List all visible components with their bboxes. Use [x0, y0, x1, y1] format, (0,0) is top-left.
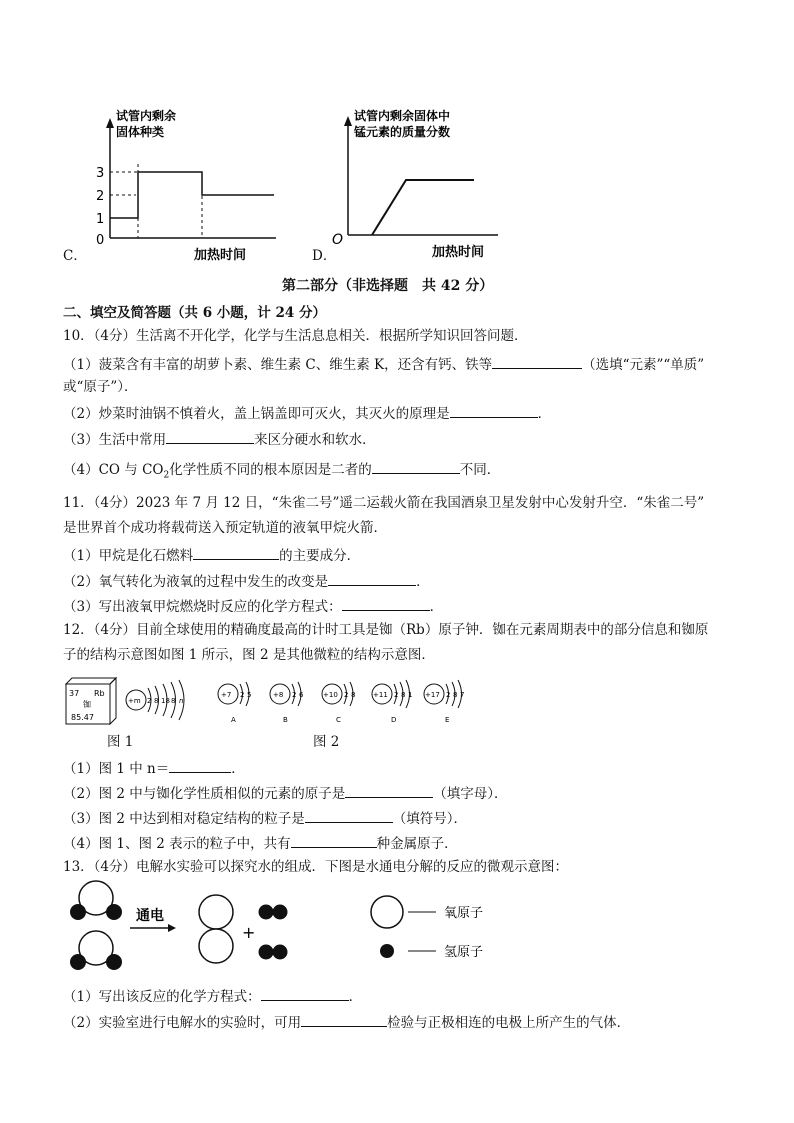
q12-part4	[63, 833, 458, 853]
q12-answer-4[interactable]	[291, 833, 377, 848]
q11-part3-end: ．	[429, 599, 444, 615]
particle-d	[372, 680, 412, 724]
q12-fig1-caption: 图 1	[107, 734, 134, 750]
q10-answer-2[interactable]	[450, 403, 538, 418]
q13-part1-end: ．	[348, 989, 363, 1005]
hydrogen-molecule-2	[259, 945, 288, 960]
q13-part1-text: （1）写出该反应的化学方程式：	[63, 989, 261, 1005]
particle-a	[218, 682, 251, 724]
q10-part1	[63, 354, 704, 374]
graph-c-tick-3: 3	[96, 166, 105, 181]
particle-a-nucleus: +7	[221, 691, 232, 699]
element-number: 37	[69, 689, 80, 698]
q12-stem-2: 子的结构示意图如图 1 所示，图 2 是其他微粒的结构示意图．	[63, 647, 435, 663]
particle-d-shell-1: 2	[394, 691, 399, 699]
q12-part3-text: （3）图 2 中达到相对稳定结构的粒子是	[63, 811, 305, 827]
q12-answer-1[interactable]	[169, 758, 231, 773]
oxygen-molecule	[199, 895, 233, 963]
particle-b-label: B	[283, 716, 288, 724]
q10-stem: 10．（4分）生活离不开化学，化学与生活息息相关．根据所学知识回答问题．	[63, 328, 528, 344]
q13-part2-text: （2）实验室进行电解水的实验时，可用	[63, 1015, 302, 1031]
particle-b-nucleus: +8	[273, 691, 284, 699]
q13-part1	[63, 986, 362, 1006]
graph-c-y-arrow	[106, 118, 114, 128]
q10-answer-3[interactable]	[166, 429, 254, 444]
particle-a-shell-1: 2	[240, 691, 245, 699]
q13-answer-2[interactable]	[301, 1012, 387, 1027]
water-molecule-1	[70, 881, 122, 920]
legend-hydrogen-label: 氢原子	[444, 945, 484, 960]
q12-part2-end: （填字母）．	[433, 786, 508, 802]
option-c-label: C．	[63, 248, 87, 264]
rb-nucleus: +m	[128, 697, 141, 705]
q10-part2	[63, 403, 551, 423]
rb-shell-2: 8	[154, 697, 159, 705]
q13-part2	[63, 1012, 630, 1032]
element-symbol: Rb	[94, 689, 105, 698]
q10-part4-text2: 化学性质不同的根本原因是二者的	[169, 462, 372, 478]
rb-shell-1: 2	[147, 697, 152, 705]
plus-sign: +	[242, 923, 256, 942]
particle-e	[424, 680, 464, 724]
q12-part1	[63, 758, 245, 778]
particle-e-nucleus: +17	[425, 691, 440, 699]
q11-part2-end: ．	[416, 574, 430, 590]
q12-part3	[63, 808, 467, 828]
graph-d-ylabel-2: 锰元素的质量分数	[354, 125, 451, 139]
legend-hydrogen	[380, 944, 483, 960]
particle-c-label: C	[336, 716, 341, 724]
particle-d-nucleus: +11	[373, 691, 388, 699]
element-tile	[66, 678, 116, 724]
q10-part4-sub: 2	[163, 470, 170, 481]
q11-answer-3[interactable]	[342, 596, 430, 611]
graph-c-ylabel-1: 试管内剩余	[116, 109, 177, 123]
legend-oxygen-label: 氧原子	[444, 906, 484, 921]
graph-d-origin: O	[332, 232, 344, 248]
graph-d-ylabel-1: 试管内剩余固体中	[354, 109, 451, 123]
particle-e-label: E	[445, 716, 450, 724]
particle-d-label: D	[391, 716, 397, 724]
q10-part4	[63, 459, 500, 485]
rb-shell-3: 18	[161, 697, 170, 705]
graph-d-y-arrow	[344, 116, 352, 126]
particle-c-shell-1: 2	[344, 691, 349, 699]
graph-c	[86, 104, 286, 264]
q11-part3	[63, 596, 443, 616]
q11-part3-text: （3）写出液氧甲烷燃烧时反应的化学方程式：	[63, 599, 342, 615]
q10-part3-end: 来区分硬水和软水．	[254, 432, 376, 448]
graph-c-ylabel-2: 固体种类	[116, 125, 165, 139]
q10-part1-text: （1）菠菜含有丰富的胡萝卜素、维生素 C、维生素 K，还含有钙、铁等	[63, 357, 493, 373]
q10-part2-text: （2）炒菜时油锅不慎着火，盖上锅盖即可灭火，其灭火的原理是	[63, 406, 450, 422]
particle-e-shell-2: 8	[453, 691, 458, 699]
q13-electrolysis-diagram	[62, 878, 522, 978]
rb-shell-4: 8	[171, 697, 176, 705]
q10-part3	[63, 429, 376, 449]
particle-b	[270, 682, 304, 724]
q11-part1-text: （1）甲烷是化石燃料	[63, 548, 194, 564]
q12-part2-text: （2）图 2 中与铷化学性质相似的元素的原子是	[63, 786, 346, 802]
reaction-arrowhead	[168, 924, 176, 932]
q11-part2-text: （2）氧气转化为液氧的过程中发生的改变是	[63, 574, 329, 590]
graph-c-tick-2: 2	[96, 189, 105, 204]
section-title: 二、填空及简答题（共 6 小题，计 24 分）	[63, 305, 326, 321]
q11-stem-1: 11．（4分）2023 年 7 月 12 日，“朱雀二号”遥二运载火箭在我国酒泉卫星发射中心发射升空．“朱雀二号”	[63, 495, 705, 511]
particle-e-shell-3: 7	[460, 691, 465, 699]
particle-c-nucleus: +10	[323, 691, 338, 699]
particle-c	[322, 682, 355, 724]
graph-c-xlabel: 加热时间	[194, 248, 247, 263]
q12-part4-end: 种金属原子．	[376, 836, 458, 852]
q12-part1-end: ．	[231, 761, 245, 777]
graph-c-tick-0: 0	[96, 233, 105, 248]
q10-part4-text: （4）CO 与 CO	[63, 462, 164, 478]
q11-part2	[63, 571, 430, 591]
q11-part1	[63, 545, 360, 565]
part2-title: 第二部分（非选择题 共 42 分）	[282, 278, 494, 294]
q13-stem: 13．（4分）电解水实验可以探究水的组成．下图是水通电分解的反应的微观示意图：	[63, 859, 569, 875]
rb-atom-structure	[126, 680, 184, 720]
q10-part1-hint: （选填“元素”“单质”	[582, 357, 705, 373]
q12-answer-2[interactable]	[345, 783, 433, 798]
graph-c-tick-1: 1	[96, 212, 105, 227]
particle-b-shell-2: 6	[299, 691, 304, 699]
q10-part2-end: ．	[537, 406, 552, 422]
q12-part1-text: （1）图 1 中 n＝	[63, 761, 170, 777]
q13-part2-end: 检验与正极相连的电极上所产生的气体．	[387, 1015, 631, 1031]
option-d-label: D．	[312, 248, 337, 264]
q11-part1-end: 的主要成分．	[279, 548, 361, 564]
q12-figure-2	[212, 676, 482, 728]
q11-stem-2: 是世界首个成功将载荷送入预定轨道的液氧甲烷火箭．	[63, 520, 387, 536]
particle-d-shell-3: 1	[408, 691, 413, 699]
graph-d	[328, 104, 508, 264]
q13-answer-1[interactable]	[261, 986, 349, 1001]
q11-answer-2[interactable]	[328, 571, 416, 586]
arrow-label: 通电	[136, 908, 164, 924]
q12-answer-3[interactable]	[305, 808, 393, 823]
q12-part3-end: （填符号）．	[392, 811, 468, 827]
q12-figure-1	[62, 676, 202, 732]
q12-part4-text: （4）图 1、图 2 表示的粒子中，共有	[63, 836, 291, 852]
q10-part3-text: （3）生活中常用	[63, 432, 167, 448]
q10-part1-cont: 或“原子”）．	[63, 379, 138, 395]
particle-e-shell-1: 2	[446, 691, 451, 699]
particle-a-shell-2: 5	[247, 691, 252, 699]
graph-d-xlabel: 加热时间	[432, 245, 485, 260]
graph-d-curve	[372, 180, 474, 235]
element-name: 铷	[83, 700, 91, 709]
q12-fig2-caption: 图 2	[313, 734, 340, 750]
q10-part4-end: 不同．	[459, 462, 501, 478]
hydrogen-molecule-1	[259, 905, 288, 920]
legend-oxygen	[371, 896, 483, 928]
particle-d-shell-2: 8	[401, 691, 406, 699]
particle-b-shell-1: 2	[292, 691, 297, 699]
particle-a-label: A	[231, 716, 236, 724]
particle-c-shell-2: 8	[351, 691, 356, 699]
q11-answer-1[interactable]	[193, 545, 279, 560]
rb-shell-5: n	[179, 697, 184, 705]
q12-part2	[63, 783, 508, 803]
element-mass: 85.47	[71, 713, 94, 722]
q12-stem-1: 12．（4分）目前全球使用的精确度最高的计时工具是铷（Rb）原子钟．铷在元素周期表中的部分信息和铷原	[63, 622, 709, 638]
q10-answer-4[interactable]	[372, 459, 460, 474]
water-molecule-2	[70, 931, 122, 970]
q10-answer-1[interactable]	[492, 354, 582, 369]
